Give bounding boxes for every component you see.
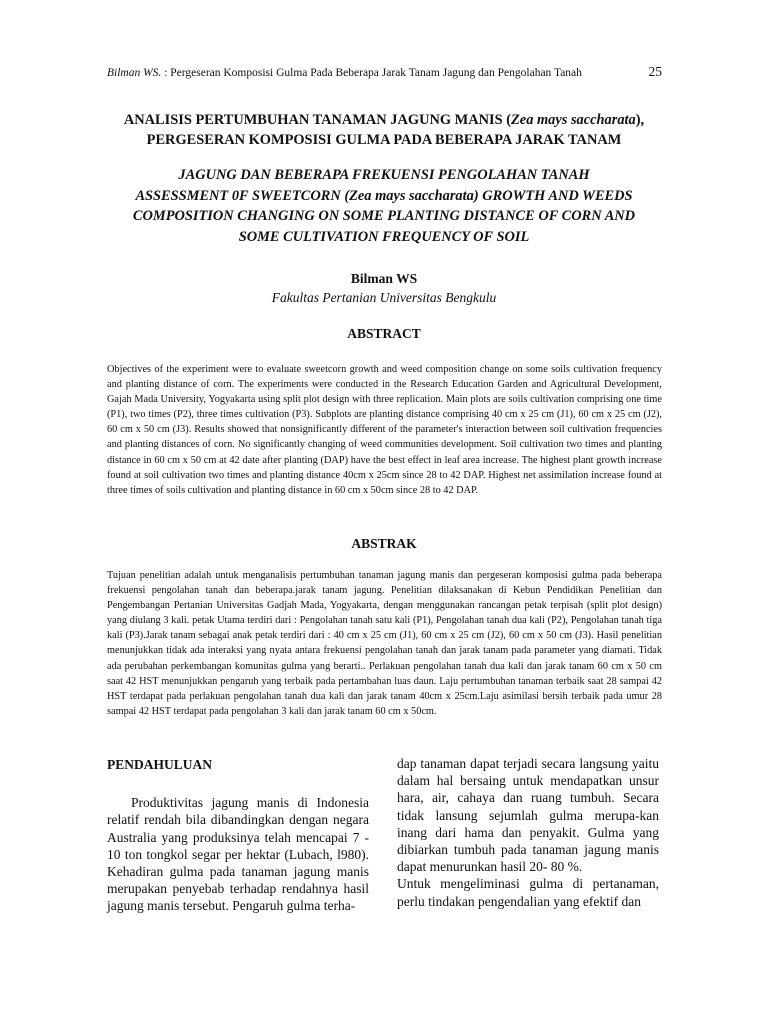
running-head-author: Bilman WS. xyxy=(107,67,162,79)
intro-heading: PENDAHULUAN xyxy=(107,757,213,772)
intro-right-column xyxy=(397,755,659,910)
title-line-2: PERGESERAN KOMPOSISI GULMA PADA BEBERAPA JARAK TANAM xyxy=(146,132,622,148)
running-head-text xyxy=(107,67,582,79)
title-line-1-pre: ANALISIS PERTUMBUHAN TANAMAN JAGUNG MANIS ( xyxy=(123,112,512,128)
abstrak-body: Tujuan penelitian adalah untuk menganalisis pertumbuhan tanaman jagung manis dan pergeseran komposisi gulma pada beberapa frekuensi pengolahan tanah dan beberapa.jarak tanam jagung. Penelitian dilaksanakan di Kebun Pendidikan Penelitian dan Pengembangan Pertanian Universitas Gadjah Mada, Yogyakarta, dengan menggunakan rancangan petak terpisah (split plot design) yang diulang 3 kali. petak Utama terdiri dari : Pengolahan tanah satu kali (P1), Pengolahan tanah dua kali (P2), Pengolahan tanah tiga kali (P3).Jarak tanam sebagai anak petak terdiri dari : 40 cm x 25 cm (J1), 60 cm x 25 cm (J2), 60 cm x 50 cm (J3). Hasil penelitian menunjukkan tidak ada interaksi yang nyata antara frekuensi pengolahan tanah dan jarak tanam pada parameter yang diamati. Tidak ada perubahan perkembangan komunitas gulma yang berarti.. Perlakuan pengolahan tanah dua kali dan jarak tanam 60 cm x 50 cm saat 42 HST menunjukkan pengaruh yang terbaik pada pertambahan luas daun. Laju pertumbuhan tanaman terbaik saat 28 sampai 42 HST terdapat pada perlakuan pengolahan tanah dua kali dan jarak tanam 40cm x 25cm.Laju asimilasi bersih terbaik pada umur 28 sampai 42 HST terdapat pada pengolahan 3 kali dan jarak tanam 60 cm x 50cm. xyxy=(107,570,662,717)
title-line-1-species: Zea mays saccharata xyxy=(511,112,636,128)
title-line-5: COMPOSITION CHANGING ON SOME PLANTING DISTANCE OF CORN AND xyxy=(132,208,636,224)
abstrak-heading: ABSTRAK xyxy=(351,536,417,551)
title-line-6: SOME CULTIVATION FREQUENCY OF SOIL xyxy=(238,228,530,245)
article-title xyxy=(100,110,668,150)
intro-paragraph-1-continued: dap tanaman dapat terjadi secara langsung yaitu dalam hal bersaing untuk mendapatkan unsur hara, air, cahaya dan ruang tumbuh. Secara tidak lansung sejumlah gulma merupa-kan inang dari hama dan penyakit. Gulma yang dibiarkan tumbuh pada tanaman jagung manis dapat menurunkan hasil 20- 80 %. xyxy=(397,756,659,875)
running-head-title: : Pergeseran Komposisi Gulma Pada Beberapa Jarak Tanam Jagung dan Pengolahan Tanah xyxy=(164,67,582,79)
running-head xyxy=(107,64,662,80)
intro-left-column xyxy=(107,756,369,915)
abstract-heading: ABSTRACT xyxy=(347,326,421,341)
title-line-4: ASSESSMENT 0F SWEETCORN (Zea mays saccharata) GROWTH AND WEEDS xyxy=(135,187,633,204)
article-title-continued xyxy=(100,165,668,247)
title-line-3: JAGUNG DAN BEBERAPA FREKUENSI PENGOLAHAN TANAH xyxy=(178,167,590,183)
author-affiliation: Fakultas Pertanian Universitas Bengkulu xyxy=(271,290,497,305)
abstract-body: Objectives of the experiment were to evaluate sweetcorn growth and weed composition change on some soils cultivation frequency and planting distance of corn. The experiments were conducted in the Research Education Garden and Agricultural Development, Gajah Mada University, Yogyakarta using split plot design with three replication. Main plots are soils cultivation comprising one time (P1), two times (P2), three times cultivation (P3). Subplots are planting distance comprising 40 cm x 25 cm (J1), 60 cm x 25 cm (J2), 60 cm x 50 cm (J3). Results showed that nonsignificantly different of the parameter's interaction between soil cultivation frequencies and planting distances of corn. No significantly changing of weed communities development. Soil cultivation two times and planting distance in 60 cm x 50 cm at 42 date after planting (DAP) have the best effect in leaf area increase. The highest plant growth increase found at soil cultivation two times and planting distance 40cm x 25cm since 28 to 42 DAP. Highest net assimilation increase found at three times of soils cultivation and planting distance in 60 cm x 50cm since 28 to 42 DAP. xyxy=(107,364,662,496)
page-number: 25 xyxy=(648,64,662,79)
title-line-1-post: ), xyxy=(635,112,645,128)
intro-paragraph-2: Untuk mengeliminasi gulma di pertanaman, perlu tindakan pengendalian yang efektif dan xyxy=(397,876,659,909)
author-name: Bilman WS xyxy=(350,271,418,286)
intro-paragraph-1: Produktivitas jagung manis di Indonesia relatif rendah bila dibandingkan dengan negara Australia yang produksinya telah mencapai 7 - 10 ton tongkol segar per hektar (Lubach, l980). Kehadiran gulma pada tanaman jagung manis merupakan penyebab terhadap rendahnya hasil jagung manis tersebut. Pengaruh gulma terha- xyxy=(107,795,369,914)
